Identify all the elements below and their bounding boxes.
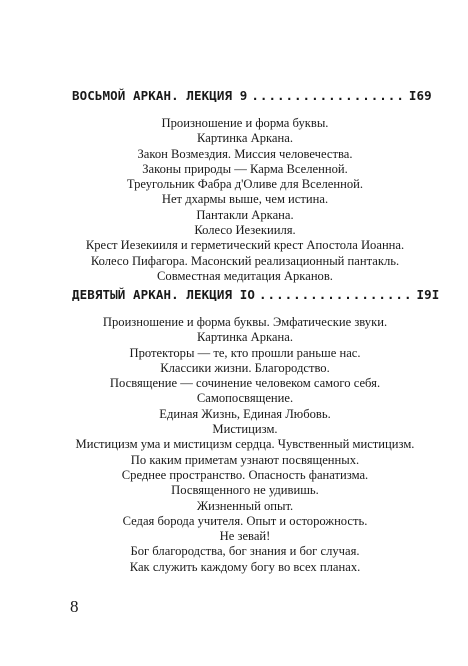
toc-subtopic: Совместная медитация Арканов. <box>157 268 333 283</box>
page-number: 8 <box>70 597 79 616</box>
toc-leader-dots: .................. <box>251 88 405 103</box>
toc-subtopic: Произношение и форма буквы. Эмфатические звуки. <box>102 315 388 329</box>
toc-subtopic: Бог благородства, бог знания и бог случая. <box>130 544 360 559</box>
toc-subtopics-list <box>72 116 418 284</box>
toc-subtopic: Колесо Пифагора. Масонский реализационный пантакль. <box>90 253 400 268</box>
toc-subtopic: Картинка Аркана. <box>197 131 293 146</box>
toc-heading-title: ДЕВЯТЫЙ АРКАН. ЛЕКЦИЯ IO <box>72 287 256 302</box>
toc-subtopic: Протекторы — те, кто прошли раньше нас. <box>129 345 361 360</box>
toc-subtopic: Мистицизм ума и мистицизм сердца. Чувственный мистицизм. <box>75 437 415 452</box>
toc-subtopic: Пантакли Аркана. <box>196 207 294 222</box>
toc-page-number: I69 <box>408 88 432 103</box>
toc-subtopic: Посвящение — сочинение человеком самого себя. <box>109 376 381 391</box>
toc-section-arcanum-8 <box>72 87 432 284</box>
toc-section-arcanum-9 <box>72 286 440 575</box>
toc-heading <box>72 87 432 105</box>
toc-subtopic: Колесо Иезекииля. <box>194 223 296 238</box>
toc-subtopic: Нет дхармы выше, чем истина. <box>161 192 329 207</box>
toc-subtopic: Как служить каждому богу во всех планах. <box>129 559 361 574</box>
toc-subtopic: Жизненный опыт. <box>196 498 294 513</box>
toc-subtopic: Классики жизни. Благородство. <box>160 360 330 375</box>
toc-subtopic: Закон Возмездия. Миссия человечества. <box>137 146 353 161</box>
toc-subtopic: Крест Иезекииля и герметический крест Апостола Иоанна. <box>85 238 405 253</box>
toc-subtopic: Картинка Аркана. <box>197 330 293 345</box>
toc-subtopic: По каким приметам узнают посвященных. <box>130 452 360 467</box>
toc-page-number: I9I <box>416 287 440 302</box>
toc-subtopic: Произношение и форма буквы. <box>161 116 329 130</box>
toc-subtopic: Треугольник Фабра д'Оливе для Вселенной. <box>126 177 364 192</box>
toc-leader-dots: .................. <box>259 287 413 302</box>
toc-heading <box>72 286 440 304</box>
toc-heading-title: ВОСЬМОЙ АРКАН. ЛЕКЦИЯ 9 <box>72 88 248 103</box>
toc-subtopic: Самопосвящение. <box>196 391 294 406</box>
toc-subtopic: Посвященного не удивишь. <box>171 483 319 498</box>
toc-subtopic: Не зевай! <box>219 529 271 544</box>
toc-subtopic: Седая борода учителя. Опыт и осторожность. <box>122 513 368 528</box>
toc-subtopic: Мистицизм. <box>212 422 278 437</box>
toc-subtopic: Единая Жизнь, Единая Любовь. <box>159 406 331 421</box>
toc-subtopic: Среднее пространство. Опасность фанатизма. <box>121 467 369 482</box>
toc-subtopic: Законы природы — Карма Вселенной. <box>142 161 348 176</box>
toc-subtopics-list <box>72 315 418 575</box>
